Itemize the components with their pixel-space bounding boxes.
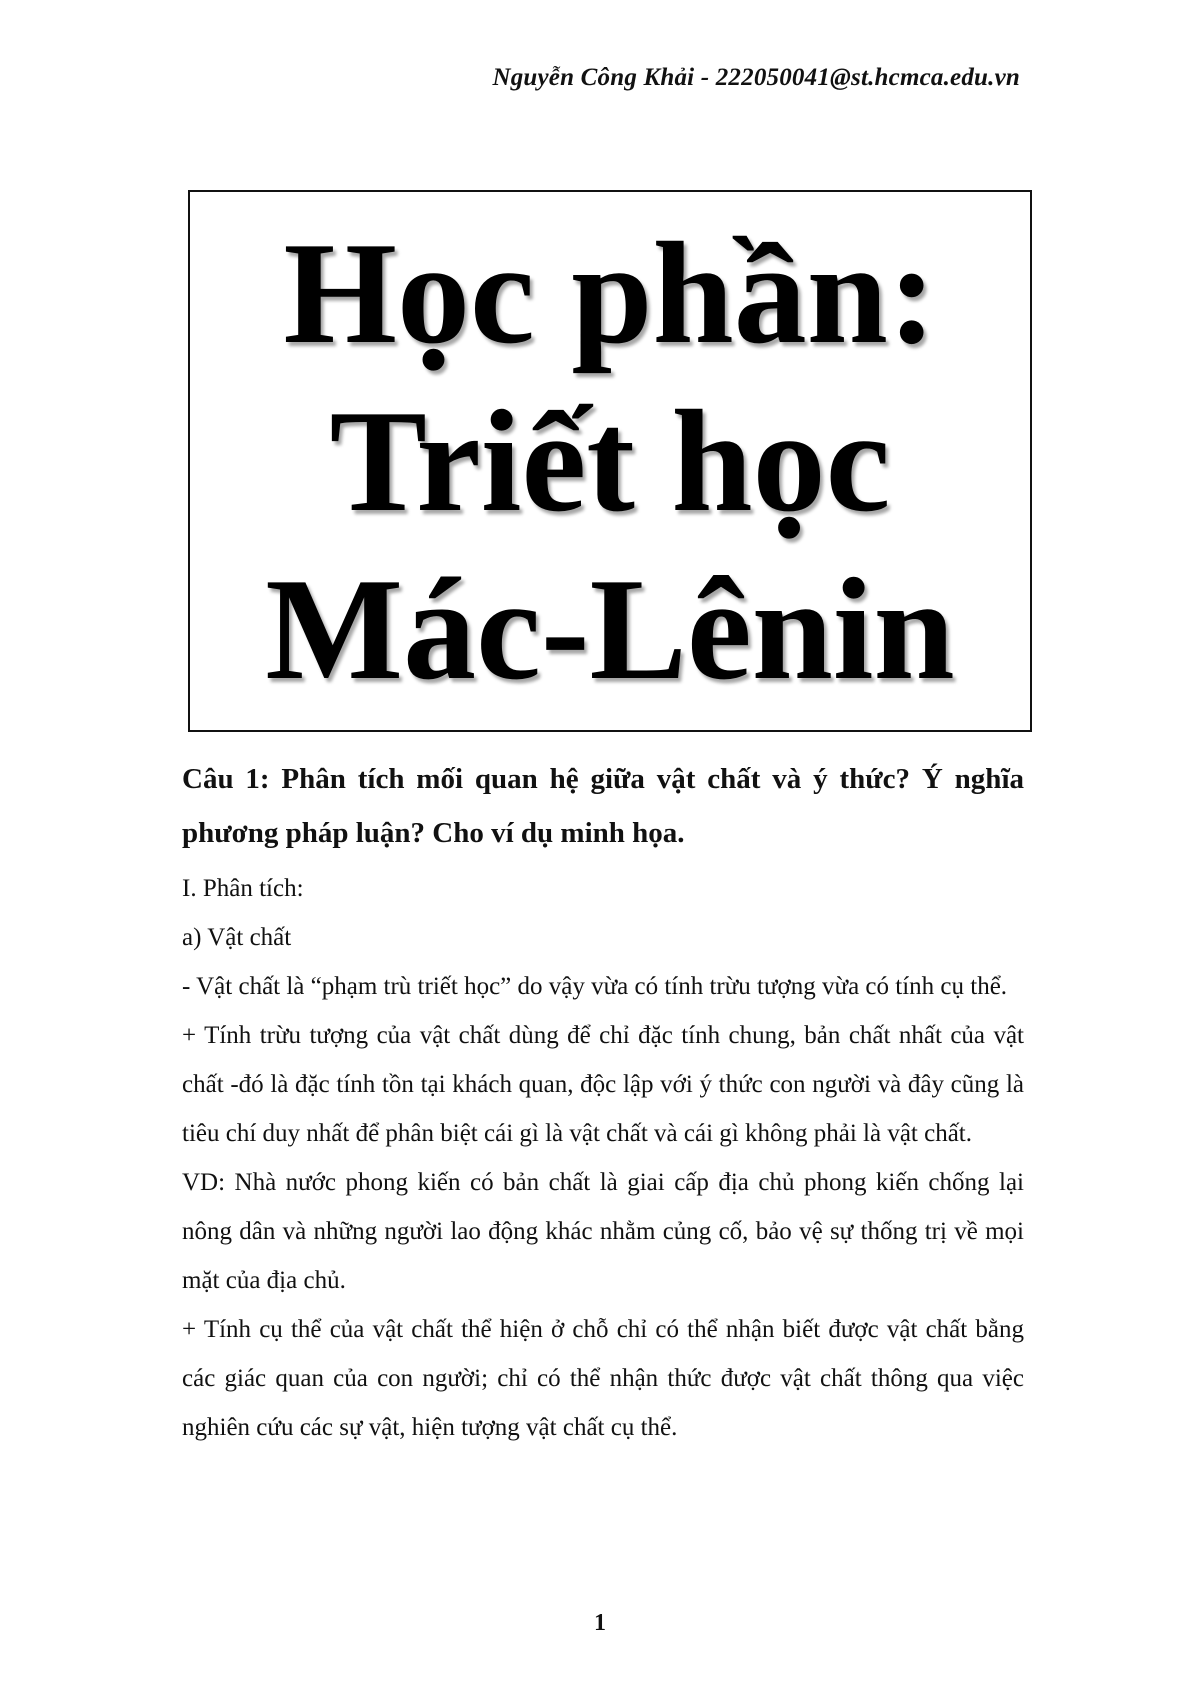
body-paragraph: - Vật chất là “phạm trù triết học” do vậy vừa có tính trừu tượng vừa có tính cụ thể.: [182, 973, 1008, 1000]
question-heading: Câu 1: Phân tích mối quan hệ giữa vật chất và ý thức? Ý nghĩa phương pháp luận? Cho ví dụ minh họa.: [182, 763, 1024, 849]
course-title-line-1: Học phần:: [283, 212, 937, 374]
section-heading: I. Phân tích:: [182, 875, 304, 902]
body-paragraph: + Tính trừu tượng của vật chất dùng để chỉ đặc tính chung, bản chất nhất của vật chất -đó là đặc tính tồn tại khách quan, độc lập với ý thức con người và đây cũng là tiêu chí duy nhất để phân biệt cái gì là vật chất và cái gì không phải là vật chất.: [182, 1022, 1024, 1147]
document-body: [182, 752, 1024, 1452]
course-title-box: [188, 190, 1032, 732]
subsection-heading: a) Vật chất: [182, 924, 292, 951]
course-title-line-3: Mác-Lênin: [265, 548, 955, 710]
course-title-line-2: Triết học: [329, 380, 891, 542]
author-header: Nguyễn Công Khải - 222050041@st.hcmca.edu.vn: [492, 64, 1020, 91]
example-paragraph: VD: Nhà nước phong kiến có bản chất là giai cấp địa chủ phong kiến chống lại nông dân và những người lao động khác nhằm củng cố, bảo vệ sự thống trị về mọi mặt của địa chủ.: [182, 1169, 1024, 1294]
page-number: 1: [594, 1610, 606, 1636]
body-paragraph: + Tính cụ thể của vật chất thể hiện ở chỗ chỉ có thể nhận biết được vật chất bằng các giác quan của con người; chỉ có thể nhận thức được vật chất thông qua việc nghiên cứu các sự vật, hiện tượng vật chất cụ thể.: [182, 1316, 1024, 1441]
